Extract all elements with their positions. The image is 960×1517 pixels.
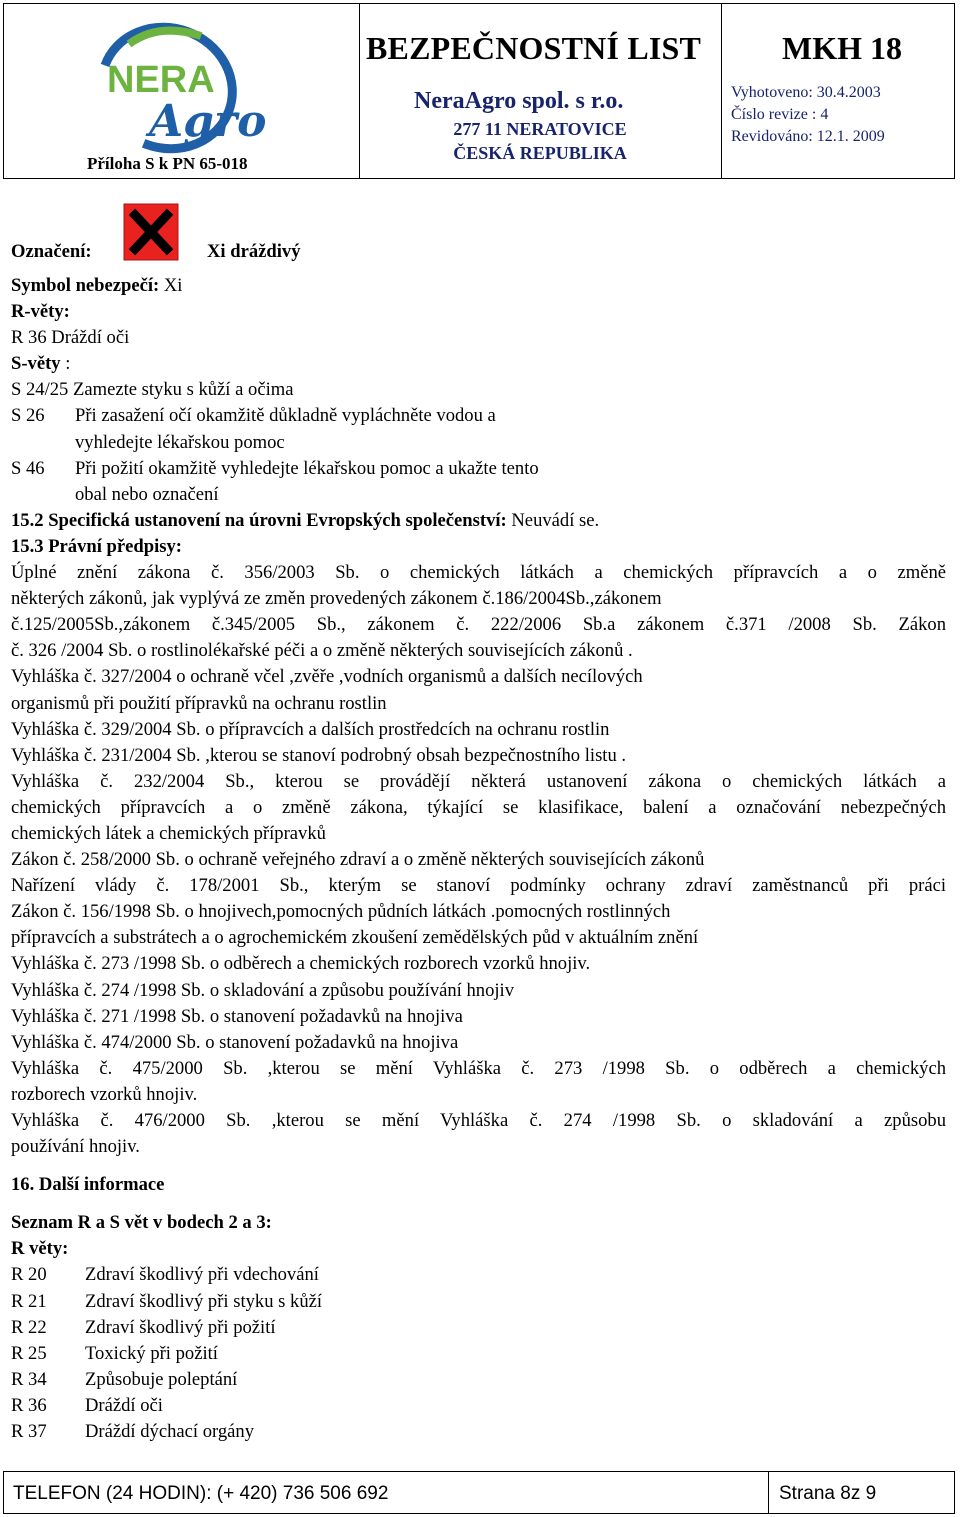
r-phrase-text: Zdraví škodlivý při styku s kůží <box>85 1290 323 1312</box>
document-body <box>11 195 946 1445</box>
footer-divider <box>768 1472 769 1513</box>
revised-date: Revidováno: 12.1. 2009 <box>731 128 885 145</box>
regulation-line: chemických přípravcích a o změně zákona, týkající se klasifikace, balení a označování nebezpečných <box>11 796 946 818</box>
logo-area <box>4 4 359 180</box>
r-phrase-text: Dráždí oči <box>85 1394 163 1416</box>
company-address-city: 277 11 NERATOVICE <box>453 119 627 139</box>
s-phrases-heading <box>11 351 946 377</box>
regulation-line: organismů při použití přípravků na ochranu rostlin <box>11 692 387 714</box>
r-phrase-text: Způsobuje poleptání <box>85 1368 238 1390</box>
page-number: Strana 8z 9 <box>779 1483 877 1504</box>
r-phrase-item <box>11 1289 946 1315</box>
section-15-3-heading: 15.3 Právní předpisy: <box>11 535 182 557</box>
r-list-heading: R věty: <box>11 1238 69 1260</box>
header-divider <box>721 4 722 178</box>
r-phrase-item <box>11 1262 946 1288</box>
regulation-line: Vyhláška č. 474/2000 Sb. o stanovení požadavků na hnojiva <box>11 1031 459 1053</box>
r-phrase-text: Dráždí dýchací orgány <box>85 1421 254 1443</box>
symbol-label: Symbol nebezpečí: <box>11 275 160 296</box>
company-address-country: ČESKÁ REPUBLIKA <box>453 143 627 163</box>
labeling-label: Označení: <box>11 241 92 262</box>
regulation-line: používání hnojiv. <box>11 1136 140 1158</box>
s-heading-colon: : <box>60 353 71 375</box>
symbol-line <box>11 273 946 299</box>
s-phrase-2-cont: vyhledejte lékařskou pomoc <box>75 431 285 453</box>
r-phrase-code: R 22 <box>11 1316 47 1338</box>
s-phrase-3 <box>11 456 946 482</box>
r-phrase-code: R 25 <box>11 1342 47 1364</box>
s-phrase-2 <box>11 403 946 429</box>
r-phrase-item <box>11 1315 946 1341</box>
r-phrase-code: R 36 <box>11 1394 47 1416</box>
s-phrase-3-cont: obal nebo označení <box>75 483 219 505</box>
regulation-line: Vyhláška č. 476/2000 Sb. ,kterou se mění Vyhláška č. 274 /1998 Sb. o skladování a způsobu <box>11 1110 946 1131</box>
company-name: NeraAgro spol. s r.o. <box>414 88 624 114</box>
created-date: Vyhotoveno: 30.4.2003 <box>731 84 881 101</box>
s-phrase-text: Při zasažení očí okamžitě důkladně vypláchněte vodou a <box>75 405 496 427</box>
rs-list-heading: Seznam R a S vět v bodech 2 a 3: <box>11 1212 272 1234</box>
harmful-irritant-x-icon <box>123 203 179 261</box>
regulation-line: chemických látek a chemických přípravků <box>11 822 326 844</box>
s-phrase-text: Při požití okamžitě vyhledejte lékařskou pomoc a ukažte tento <box>75 457 539 479</box>
revision-number: Číslo revize : 4 <box>731 106 829 123</box>
r-phrase-item <box>11 1341 946 1367</box>
document-code: MKH 18 <box>782 30 902 66</box>
r-phrase-text: Zdraví škodlivý při požití <box>85 1316 276 1338</box>
document-footer <box>3 1471 955 1514</box>
regulation-line: Nařízení vlády č. 178/2001 Sb., kterým se stanoví podmínky ochrany zdraví zaměstnanců při práci <box>11 875 946 897</box>
s-phrase-code: S 26 <box>11 405 45 427</box>
regulation-line: Vyhláška č. 273 /1998 Sb. o odběrech a chemických rozborech vzorků hnojiv. <box>11 953 591 975</box>
regulation-line: č.125/2005Sb.,zákonem č.345/2005 Sb., zákonem č. 222/2006 Sb.a zákonem č.371 /2008 Sb. Zákon <box>11 614 946 636</box>
nera-agro-logo <box>89 14 349 154</box>
regulation-line: Vyhláška č. 232/2004 Sb., kterou se provádějí některá ustanovení zákona o chemických látkách a <box>11 770 946 792</box>
regulation-line: Zákon č. 156/1998 Sb. o hnojivech,pomocných půdních látkách .pomocných rostlinných <box>11 901 671 923</box>
section-15-2 <box>11 508 946 534</box>
regulation-line: Vyhláška č. 271 /1998 Sb. o stanovení požadavků na hnojiva <box>11 1005 463 1027</box>
regulation-line: Vyhláška č. 329/2004 Sb. o přípravcích a dalších prostředcích na ochranu rostlin <box>11 718 610 740</box>
s-heading-text: S-věty <box>11 353 61 375</box>
logo-text-agro: Agro <box>149 96 267 147</box>
regulation-line: rozborech vzorků hnojiv. <box>11 1083 198 1105</box>
s-phrase-1 <box>11 377 946 403</box>
r-phrase-code: R 34 <box>11 1368 47 1390</box>
regulation-line: přípravcích a substrátech a o agrochemickém zkoušení zemědělských půd v aktuálním znění <box>11 927 699 949</box>
r-phrase-code: R 37 <box>11 1421 47 1443</box>
s-phrase-text: Zamezte styku s kůží a očima <box>68 379 294 401</box>
r-phrase-line: R 36 Dráždí oči <box>11 327 130 349</box>
regulation-line: Úplné znění zákona č. 356/2003 Sb. o chemických látkách a chemických přípravcích a o změně <box>11 562 946 584</box>
s-phrase-code: S 46 <box>11 457 45 479</box>
section-15-2-value: Neuvádí se. <box>506 509 600 531</box>
hazard-labeling <box>11 195 946 273</box>
r-phrase-text: Zdraví škodlivý při vdechování <box>85 1264 319 1286</box>
emergency-phone: TELEFON (24 HODIN): (+ 420) 736 506 692 <box>13 1483 389 1504</box>
regulation-line: Vyhláška č. 274 /1998 Sb. o skladování a způsobu používání hnojiv <box>11 979 515 1001</box>
section-15-2-heading: 15.2 Specifická ustanovení na úrovni Evropských společenství: <box>11 509 507 531</box>
regulation-line: Zákon č. 258/2000 Sb. o ochraně veřejného zdraví a o změně některých souvisejících zákonů <box>11 849 705 871</box>
r-phrases-heading: R-věty: <box>11 301 70 323</box>
r-phrase-code: R 21 <box>11 1290 47 1312</box>
regulation-line: Vyhláška č. 327/2004 o ochraně včel ,zvěře ,vodních organismů a dalších necílových <box>11 666 643 688</box>
classification-value: Xi dráždivý <box>207 241 301 262</box>
section-16-heading: 16. Další informace <box>11 1174 165 1196</box>
r-phrase-item <box>11 1367 946 1393</box>
logo-text-nera: NERA <box>107 59 215 101</box>
document-header <box>3 3 955 179</box>
r-phrase-text: Toxický při požití <box>85 1342 218 1364</box>
s-phrase-code: S 24/25 <box>11 379 69 401</box>
r-phrase-item <box>11 1393 946 1419</box>
regulation-line: Vyhláška č. 231/2004 Sb. ,kterou se stanoví podrobný obsah bezpečnostního listu . <box>11 744 627 766</box>
regulation-line: některých zákonů, jak vyplývá ze změn provedených zákonem č.186/2004Sb.,zákonem <box>11 588 662 610</box>
symbol-value: Xi <box>159 275 183 296</box>
annex-label: Příloha S k PN 65-018 <box>87 154 248 173</box>
document-title: BEZPEČNOSTNÍ LIST <box>366 30 702 66</box>
regulation-line: Vyhláška č. 475/2000 Sb. ,kterou se mění Vyhláška č. 273 /1998 Sb. o odběrech a chemických <box>11 1057 946 1079</box>
regulation-line: č. 326 /2004 Sb. o rostlinolékařské péči a o změně některých souvisejících zákonů . <box>11 640 633 662</box>
r-phrase-code: R 20 <box>11 1264 47 1286</box>
r-phrase-item <box>11 1419 946 1445</box>
